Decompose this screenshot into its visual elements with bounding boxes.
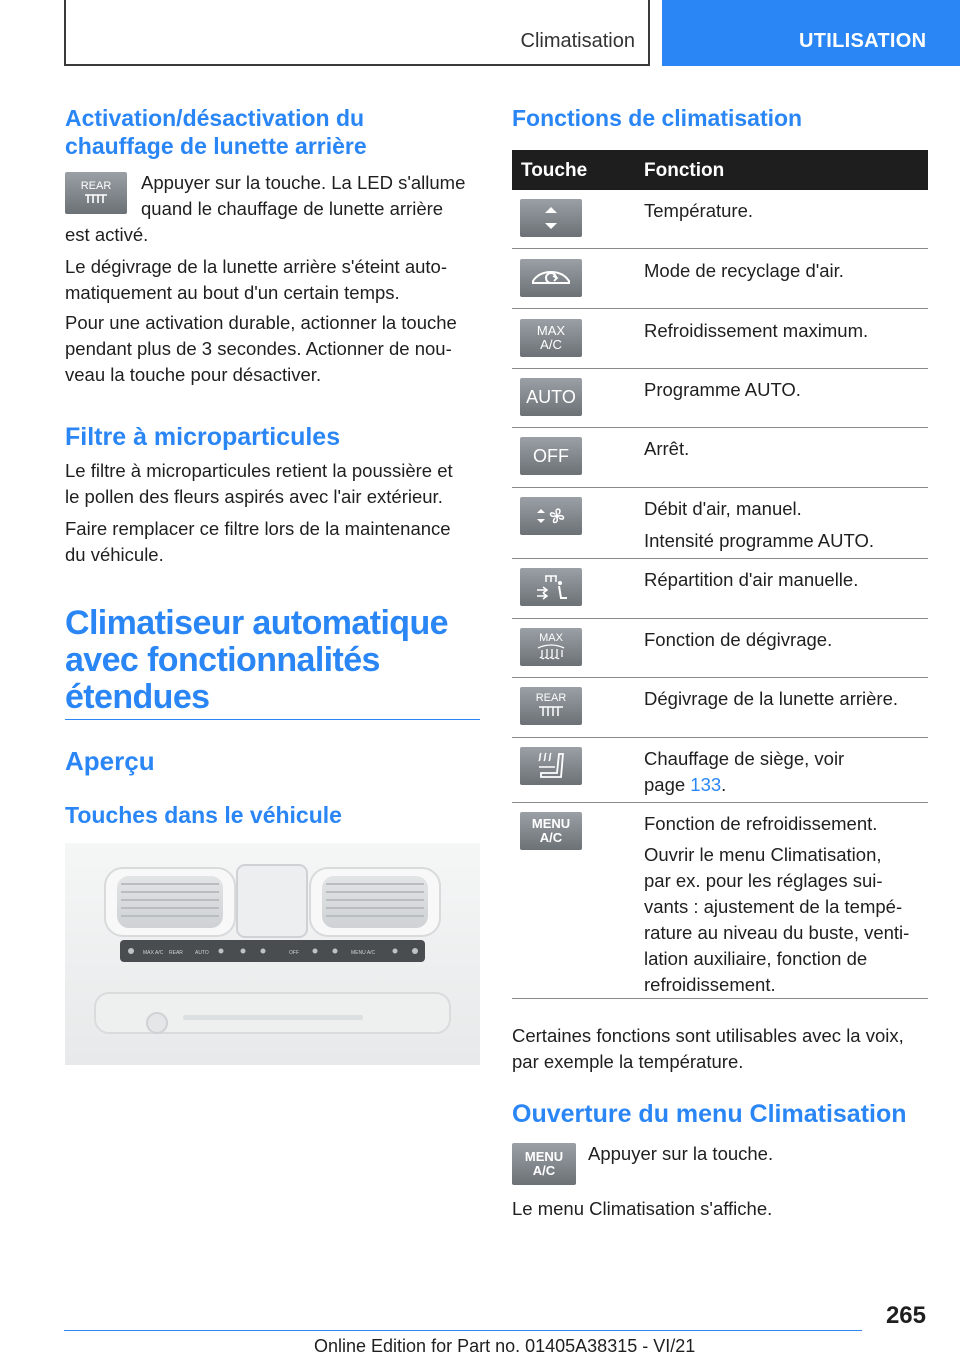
recirculation-icon — [520, 259, 582, 297]
photo-label-max: MAX A/C — [143, 950, 164, 956]
row-divider — [512, 802, 928, 803]
row-divider — [512, 487, 928, 488]
row-max-ac-text: Refroidissement maximum. — [644, 320, 869, 341]
footer-rule — [64, 1330, 862, 1331]
row-auto-text: Programme AUTO. — [644, 379, 801, 400]
row-divider — [512, 248, 928, 249]
menu-displayed: Le menu Climatisation s'affiche. — [512, 1198, 773, 1219]
menu-press-key: Appuyer sur la touche. — [588, 1143, 774, 1164]
row-seat-text: Chauffage de siège, voir page 133. — [644, 748, 845, 795]
row-menu-subtext: Ouvrir le menu Climatisation, par ex. pour les réglages sui‐ vants : ajustement de la tempé‐ rature au niveau du buste, venti‐ lation auxiliaire, fonction de refroidissement. — [644, 844, 910, 995]
voice-line2: par exemple la température. — [512, 1051, 744, 1072]
filter-heading: Filtre à microparticules — [65, 423, 341, 451]
menu-heading: Ouverture du menu Climatisation — [512, 1100, 907, 1128]
row-fan-text2: Intensité programme AUTO. — [644, 530, 874, 551]
off-icon: OFF — [520, 437, 582, 475]
dashboard-photo — [65, 843, 480, 1065]
rear-p1-line2: quand le chauffage de lunette arrière — [141, 198, 444, 219]
rear-defrost-icon: REAR — [520, 687, 582, 725]
rear-p3-line2: pendant plus de 3 secondes. Actionner de nou‐ — [65, 338, 452, 359]
keys-heading: Touches dans le véhicule — [65, 802, 342, 828]
rear-defrost-heading: Activation/désactivation du chauffage de lunette arrière — [65, 105, 367, 159]
rear-p2-line2: matiquement au bout d'un certain temps. — [65, 282, 400, 303]
row-rear-text: Dégivrage de la lunette arrière. — [644, 688, 899, 709]
row-menu-text: Fonction de refroidissement. — [644, 813, 878, 834]
row-divider — [512, 368, 928, 369]
row-divider — [512, 558, 928, 559]
filter-p2-line2: du véhicule. — [65, 544, 164, 565]
fan-icon — [520, 497, 582, 535]
row-divider — [512, 308, 928, 309]
header-tab-label: UTILISATION — [799, 30, 927, 52]
row-divider — [512, 618, 928, 619]
row-divider — [512, 427, 928, 428]
page-link-133[interactable]: 133 — [690, 774, 722, 795]
rear-p3-line3: veau la touche pour désactiver. — [65, 364, 322, 385]
photo-label-off: OFF — [289, 950, 299, 956]
max-ac-icon: MAX A/C — [520, 319, 582, 357]
chapter-rule — [65, 719, 480, 720]
filter-p2-line1: Faire remplacer ce filtre lors de la maintenance — [65, 518, 451, 539]
photo-label-menu: MENU A/C — [351, 950, 376, 956]
rear-p3-line1: Pour une activation durable, actionner la touche — [65, 312, 457, 333]
row-temperature-text: Température. — [644, 200, 753, 221]
photo-label-auto: AUTO — [195, 950, 209, 956]
row-fan-text: Débit d'air, manuel. — [644, 498, 802, 519]
auto-icon: AUTO — [520, 378, 582, 416]
chapter-title: Climatiseur automatique avec fonctionnalités étendues — [65, 604, 448, 716]
rear-p1-line1: Appuyer sur la touche. La LED s'allume — [141, 172, 466, 193]
row-defrost-text: Fonction de dégivrage. — [644, 629, 833, 650]
photo-label-rear: REAR — [169, 950, 183, 956]
temperature-arrows-icon — [520, 199, 582, 237]
menu-ac-icon: MENU A/C — [520, 812, 582, 850]
seat-heating-icon — [520, 747, 582, 785]
col-key-header: Touche — [521, 160, 588, 181]
header-section-title: Climatisation — [520, 30, 635, 52]
dashboard-illustration — [65, 843, 480, 1065]
voice-line1: Certaines fonctions sont utilisables avec la voix, — [512, 1025, 904, 1046]
filter-p1-line1: Le filtre à microparticules retient la poussière et — [65, 460, 453, 481]
row-divider — [512, 677, 928, 678]
row-divider — [512, 998, 928, 999]
col-function-header: Fonction — [644, 160, 725, 181]
menu-ac-button-icon: MENU A/C — [512, 1143, 576, 1185]
defrost-max-icon: MAX — [520, 628, 582, 666]
row-distribution-text: Répartition d'air manuelle. — [644, 569, 859, 590]
page-number: 265 — [885, 1302, 926, 1329]
row-off-text: Arrêt. — [644, 438, 690, 459]
filter-p1-line2: le pollen des fleurs aspirés avec l'air extérieur. — [65, 486, 443, 507]
rear-p2-line1: Le dégivrage de la lunette arrière s'éteint auto‐ — [65, 256, 447, 277]
air-distribution-icon — [520, 568, 582, 606]
rear-defrost-button-icon: REAR — [65, 172, 127, 214]
table-heading: Fonctions de climatisation — [512, 105, 803, 131]
rear-p1-line3: est activé. — [65, 224, 149, 245]
overview-heading: Aperçu — [65, 746, 155, 776]
row-divider — [512, 737, 928, 738]
footer-edition: Online Edition for Part no. 01405A38315 - VI/21 — [314, 1336, 696, 1356]
row-recirculation-text: Mode de recyclage d'air. — [644, 260, 844, 281]
